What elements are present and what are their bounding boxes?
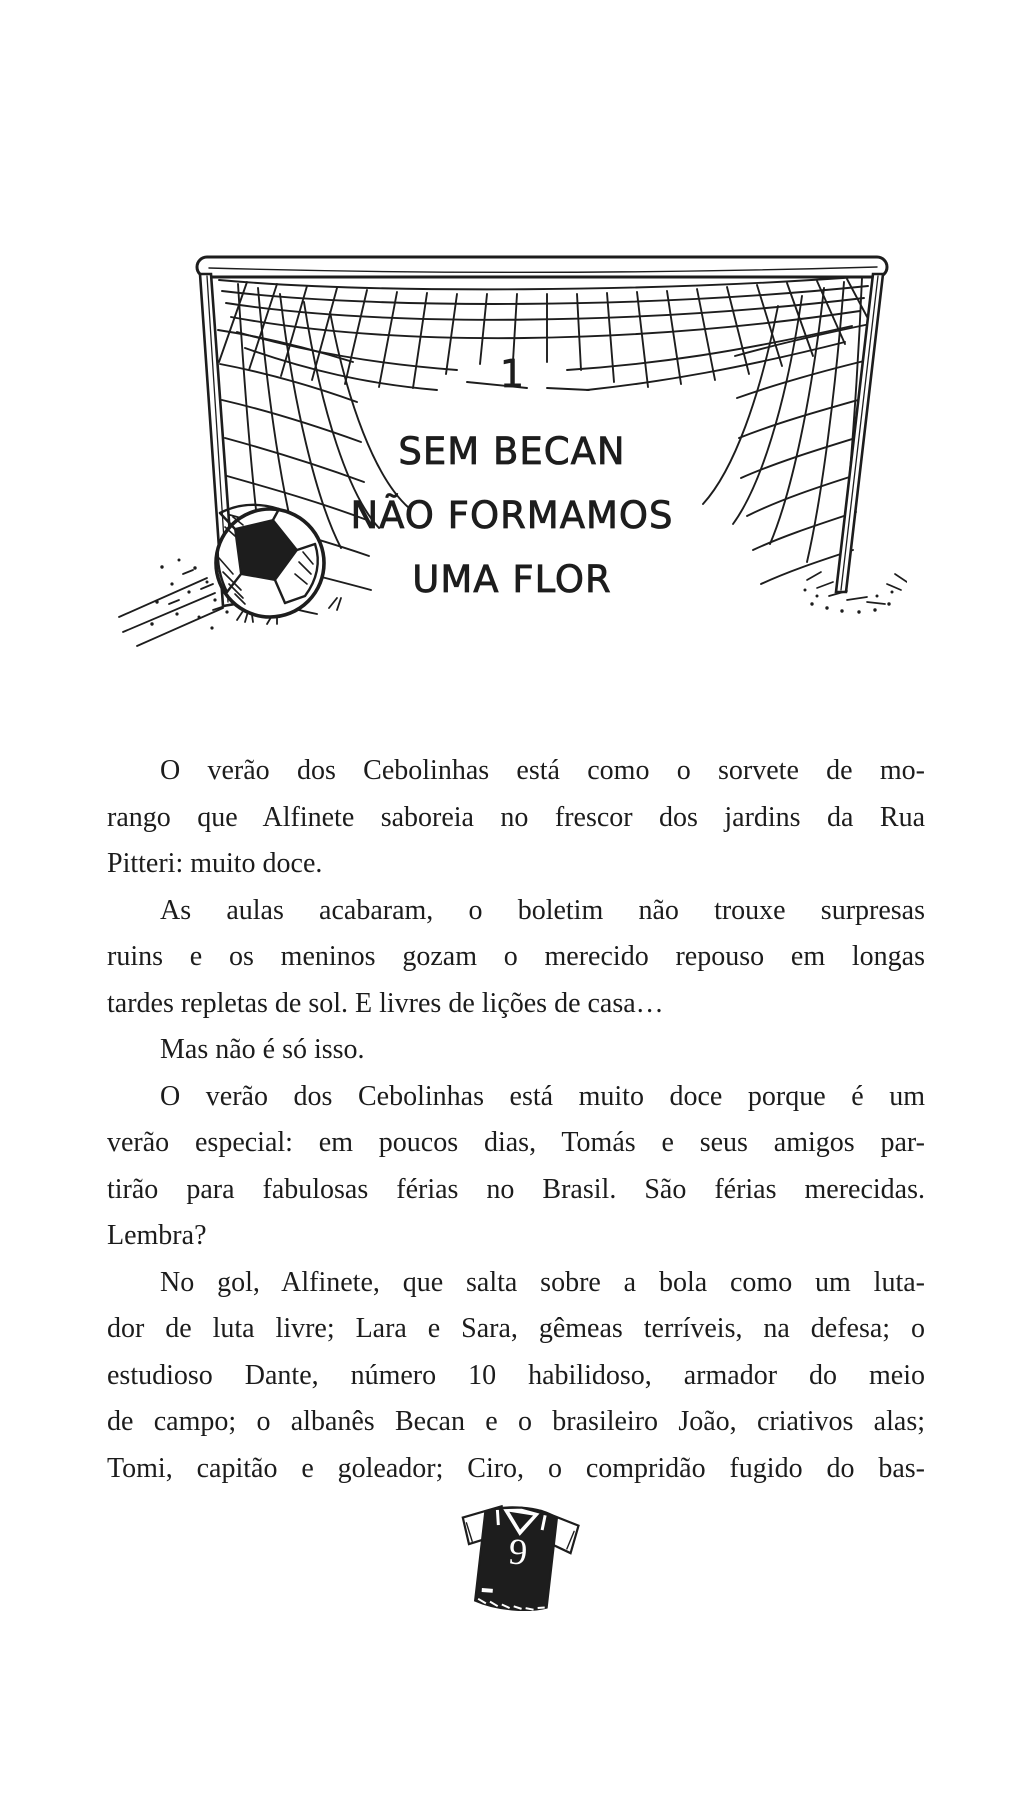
body-line: Pitteri: muito doce. xyxy=(107,848,323,879)
body-line: O verão dos Cebolinhas está muito doce porque é um xyxy=(160,1080,925,1112)
chapter-number: 1 xyxy=(499,352,525,396)
body-line: No gol, Alfinete, que salta sobre a bola como um luta- xyxy=(160,1266,925,1298)
body-line: verão especial: em poucos dias, Tomás e seus amigos par- xyxy=(107,1127,925,1158)
body-line: dor de luta livre; Lara e Sara, gêmeas terríveis, na defesa; o xyxy=(107,1313,925,1344)
chapter-title xyxy=(0,420,1024,612)
body-line: rango que Alfinete saboreia no frescor dos jardins da Rua xyxy=(107,801,925,833)
page-number: 9 xyxy=(507,1531,529,1574)
body-line: Lembra? xyxy=(107,1220,207,1251)
chapter-title-line: SEM BECAN xyxy=(398,430,626,473)
body-line: As aulas acabaram, o boletim não trouxe surpresas xyxy=(160,894,925,926)
body-line: estudioso Dante, número 10 habilidoso, armador do meio xyxy=(107,1359,925,1391)
body-line: tirão para fabulosas férias no Brasil. São férias merecidas. xyxy=(107,1173,925,1205)
body-line: Tomi, capitão e goleador; Ciro, o compridão fugido do bas- xyxy=(107,1452,925,1484)
chapter-title-line: UMA FLOR xyxy=(412,558,612,601)
body-line: O verão dos Cebolinhas está como o sorvete de mo- xyxy=(160,755,925,786)
body-text xyxy=(107,748,925,1492)
body-line: de campo; o albanês Becan e o brasileiro João, criativos alas; xyxy=(107,1406,925,1437)
body-line: Mas não é só isso. xyxy=(160,1034,365,1065)
chapter-title-line: NÃO FORMAMOS xyxy=(350,494,674,537)
body-line: tardes repletas de sol. E livres de lições de casa… xyxy=(107,987,664,1019)
body-line: ruins e os meninos gozam o merecido repouso em longas xyxy=(107,941,925,972)
